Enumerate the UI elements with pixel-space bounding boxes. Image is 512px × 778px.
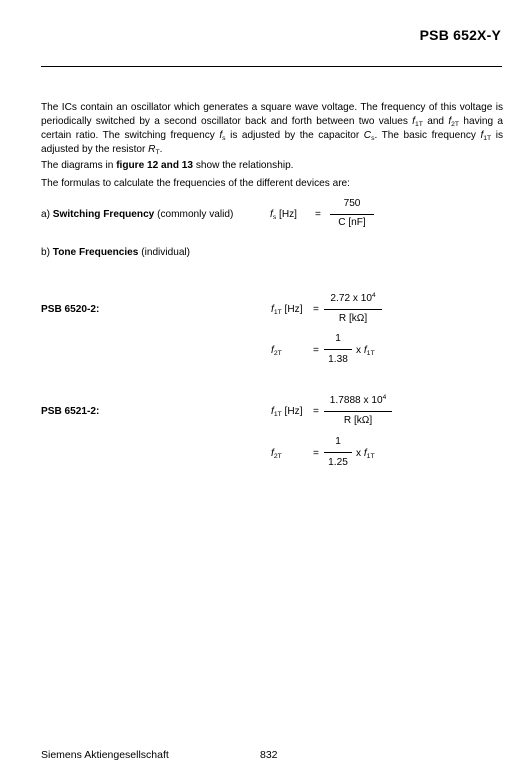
- tone-frequency-2-multiplier: x $f_{1T}$: [356, 345, 375, 357]
- section-b-heading: b) Tone Frequencies (individual): [41, 247, 191, 258]
- tone-frequency-1-denominator: R [kΩ]: [338, 313, 368, 324]
- fraction-line: [330, 214, 374, 215]
- equals-sign: =: [313, 406, 319, 417]
- fraction-line: [324, 411, 392, 412]
- equals-sign: =: [313, 448, 319, 459]
- fraction-line: [324, 309, 382, 310]
- switching-frequency-denominator: C [nF]: [338, 217, 366, 228]
- section-a-heading: a) Switching Frequency (commonly valid): [41, 209, 234, 220]
- device-name: PSB 6521-2:: [41, 406, 100, 417]
- device-name: PSB 6520-2:: [41, 304, 100, 315]
- switching-frequency-numerator: 750: [343, 198, 361, 209]
- equals-sign: =: [313, 304, 319, 315]
- tone-frequency-1-numerator: 1.7888 x $10^4$: [329, 394, 387, 406]
- tone-frequency-1-numerator: 2.72 x $10^4$: [330, 292, 376, 304]
- page-number: 832: [260, 749, 278, 761]
- intro-paragraph: The ICs contain an oscillator which generates a square wave voltage. The frequency of this voltage is periodically switched by a second oscillator back and forth between two values $f_{1T}$ and $f_{2T}$ having a certain ratio. The switching frequency $f_s$ is adjusted by the capacitor $C_s$. The basic frequency $f_{1T}$ is adjusted by the resistor $R_T$.: [41, 102, 503, 156]
- tone-frequency-1-lhs: $f_{1T}$ [Hz]: [271, 304, 303, 316]
- header-rule: [41, 66, 502, 67]
- tone-frequency-2-lhs: $f_{2T}$: [271, 448, 282, 460]
- footer-company: Siemens Aktiengesellschaft: [41, 749, 169, 761]
- equals-sign: =: [315, 209, 321, 220]
- tone-frequency-1-denominator: R [kΩ]: [343, 415, 373, 426]
- tone-frequency-2-numerator: 1: [335, 436, 341, 447]
- tone-frequency-2-lhs: $f_{2T}$: [271, 345, 282, 357]
- tone-frequency-1-lhs: $f_{1T}$ [Hz]: [271, 406, 303, 418]
- fraction-line: [324, 452, 352, 453]
- tone-frequency-2-numerator: 1: [335, 333, 341, 344]
- fraction-line: [324, 349, 352, 350]
- tone-frequency-2-denominator: 1.38: [328, 354, 348, 365]
- intro-formulas-sentence: The formulas to calculate the frequencies of the different devices are:: [41, 178, 350, 189]
- switching-frequency-lhs: $f_s$ [Hz]: [270, 209, 297, 221]
- tone-frequency-2-multiplier: x $f_{1T}$: [356, 448, 375, 460]
- intro-diagrams-sentence: The diagrams in figure 12 and 13 show the relationship.: [41, 160, 294, 171]
- document-title: PSB 652X-Y: [419, 27, 501, 43]
- tone-frequency-2-denominator: 1.25: [328, 457, 348, 468]
- equals-sign: =: [313, 345, 319, 356]
